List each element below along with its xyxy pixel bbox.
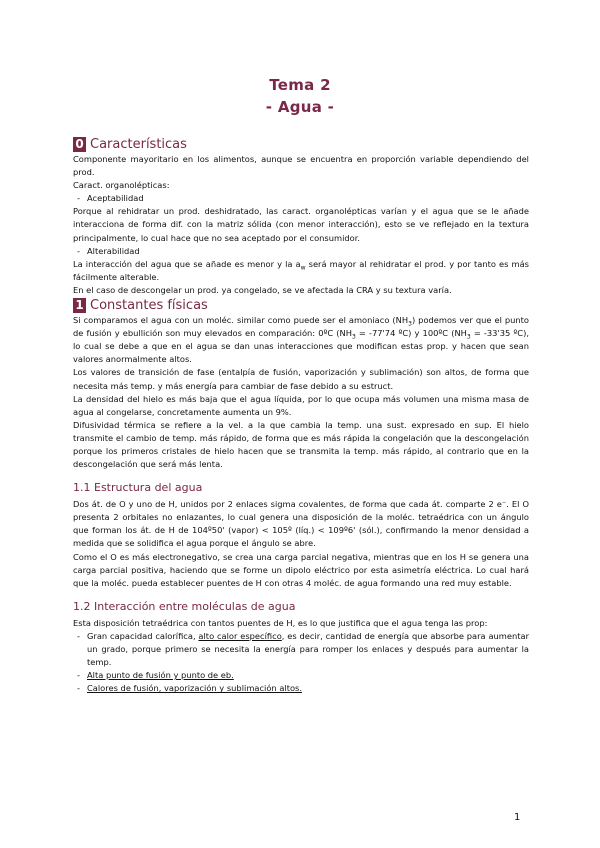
underlined-term: alto calor específico bbox=[198, 630, 282, 641]
subsection-heading-1-1: 1.1 Estructura del agua bbox=[73, 481, 203, 495]
list-item: - Gran capacidad calorífica, alto calor específico, es decir, cantidad de energía que absorbe para aumentar un grado, porque primero se necesita la energía para romper los enlaces y después para aumentar la temp. bbox=[77, 630, 529, 668]
paragraph: La interacción del agua que se añade es menor y la $a_w$ será mayor al rehidratar el prod. y por tanto es más fácilmente alterable. bbox=[73, 258, 529, 282]
subsection-heading-1-2: 1.2 Interacción entre moléculas de agua bbox=[73, 599, 296, 613]
paragraph: Esta disposición tetraédrica con tantos puentes de H, es lo que justifica que el agua tenga las prop: bbox=[73, 617, 488, 628]
paragraph: Los valores de transición de fase (entalpía de fusión, vaporización y sublimación) son altos, de forma que necesita más temp. y más energía para cambiar de fase debido a su estruct. bbox=[73, 367, 529, 391]
list-item: - Aceptabilidad bbox=[77, 193, 144, 204]
page-number: 1 bbox=[514, 812, 521, 823]
paragraph: La densidad del hielo es más baja que el agua líquida, por lo que ocupa más volumen una misma masa de agua al congelarse, concretamente aumenta un 9%. bbox=[73, 393, 529, 417]
list-item: - Calores de fusión, vaporización y sublimación altos. bbox=[77, 683, 302, 694]
list-item: - Alta punto de fusión y punto de eb. bbox=[77, 670, 234, 681]
section-heading-0 bbox=[73, 136, 529, 153]
paragraph: En el caso de descongelar un prod. ya congelado, se ve afectada la CRA y su textura varía. bbox=[73, 284, 452, 295]
paragraph: Caract. organolépticas: bbox=[73, 180, 170, 191]
doc-title: Tema 2 bbox=[269, 76, 331, 94]
list-item: - Alterabilidad bbox=[77, 245, 140, 256]
section-number-badge: 1 bbox=[73, 298, 86, 313]
section-title: Constantes físicas bbox=[90, 298, 208, 314]
paragraph: Porque al rehidratar un prod. deshidratado, las caract. organolépticas varían y el agua que se le añade interacciona de forma dif. con la matriz sólida (con menor interacción), esto se ve reflejado en la textura principalmente, lo cual hace que no sea aceptado por el consumidor. bbox=[73, 206, 529, 243]
paragraph: Dos át. de O y uno de H, unidos por 2 enlaces sigma covalentes, de forma que cada át. comparte 2 e⁻. El O presenta 2 orbitales no enlazantes, lo cual genera una disposición de la moléc. tetraédrica con un ángulo que forman los át. de H de 104º50' (vapor) < 105º (líq.) < 109º6' (sól.), confirmando la menor densidad a medida que se solidifica el agua porque el ángulo se abre. bbox=[73, 499, 529, 549]
doc-body bbox=[73, 136, 529, 695]
paragraph: Como el O es más electronegativo, se crea una carga parcial negativa, mientras que en los H se genera una carga parcial positiva, haciendo que se forme un dipolo eléctrico por esta asimetría eléctrica. Lo cual hará que la moléc. pueda establecer puentes de H con otras 4 moléc. de agua formando una red muy estable. bbox=[73, 551, 529, 588]
section-heading-1 bbox=[73, 297, 529, 314]
section-title: Características bbox=[90, 137, 187, 152]
paragraph: Componente mayoritario en los alimentos, aunque se encuentra en proporción variable dependiendo del prod. bbox=[73, 154, 529, 178]
paragraph: Difusividad térmica se refiere a la vel. a la que cambia la temp. una sust. expresado en sup. El hielo transmite el cambio de temp. más rápido, de forma que es más rápida la congelación que la descongelación porque los primeros cristales de hielo hacen que se transmita la temp. más rápido, al contrario que en la descongelación que será más lenta. bbox=[73, 419, 529, 470]
paragraph: Si comparamos el agua con un moléc. similar como puede ser el amoniaco $(NH_3)$ podemos ver que el punto de fusión y ebullición son muy elevados en comparación: 0ºC ($NH_3 = -77'74$ ºC) y 100ºC ($NH_3 = -33'35$ ºC), lo cual se debe a que en el agua se dan unas interacciones que modifican estas prop. y hacen que sean valores anormalmente altos. bbox=[73, 315, 529, 365]
section-number-badge: 0 bbox=[73, 137, 86, 152]
doc-subtitle: - Agua - bbox=[265, 98, 335, 116]
